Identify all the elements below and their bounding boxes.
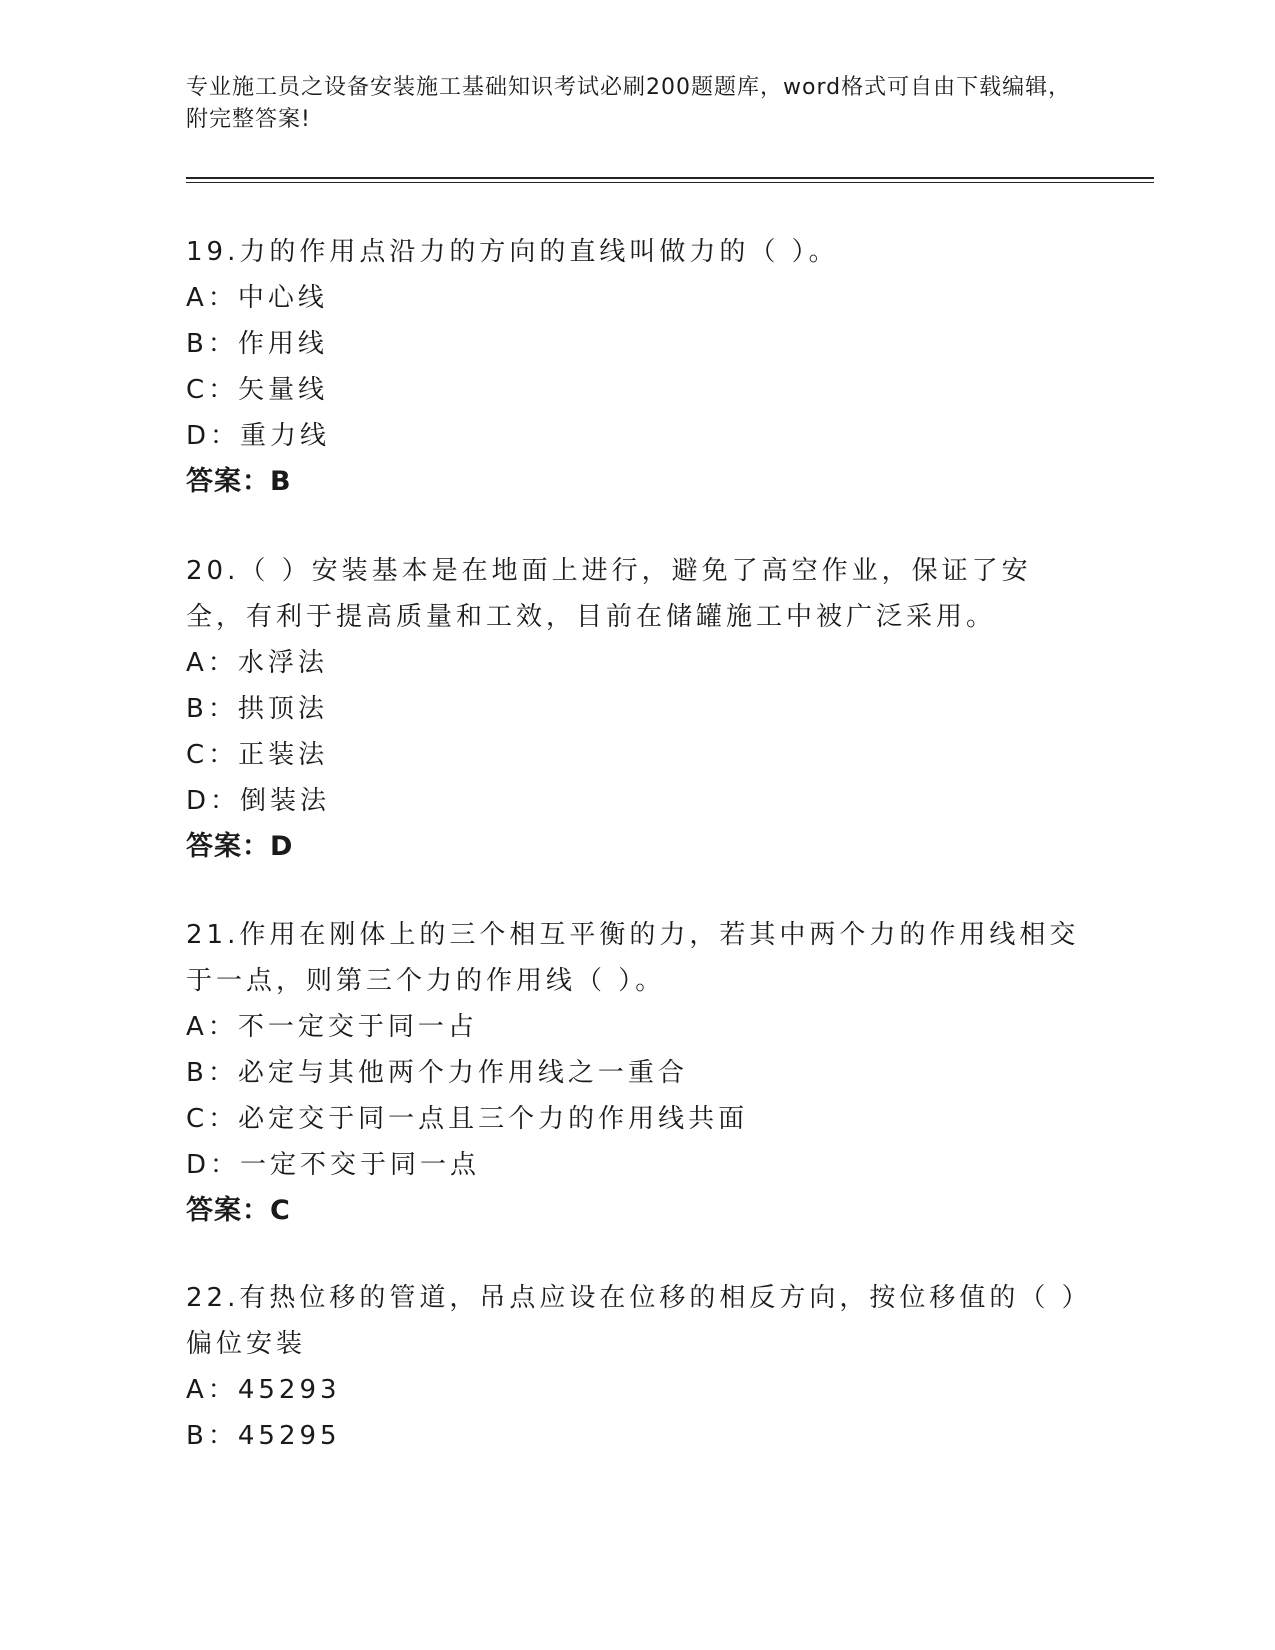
question-stem: 21.作用在刚体上的三个相互平衡的力，若其中两个力的作用线相交于一点，则第三个力的作用线（ ）。 bbox=[186, 920, 1080, 996]
option-a: A：45293 bbox=[186, 1375, 341, 1405]
option-text: 作用线 bbox=[237, 329, 328, 359]
option-letter: D bbox=[186, 786, 211, 816]
answer: 答案：D bbox=[186, 831, 294, 862]
header-divider bbox=[186, 177, 1154, 179]
option-letter: C bbox=[186, 1104, 209, 1134]
option-text: 倒装法 bbox=[240, 786, 331, 816]
option-text: 一定不交于同一点 bbox=[240, 1150, 481, 1180]
option-c: C：必定交于同一点且三个力的作用线共面 bbox=[186, 1104, 749, 1134]
question-22 bbox=[186, 1275, 1086, 1459]
option-letter: A bbox=[186, 283, 208, 313]
question-stem: 22.有热位移的管道，吊点应设在位移的相反方向，按位移值的（ ）偏位安装 bbox=[186, 1283, 1079, 1359]
option-d: D：一定不交于同一点 bbox=[186, 1150, 481, 1180]
option-letter: D bbox=[186, 1150, 211, 1180]
option-letter: A bbox=[186, 1375, 208, 1405]
question-19 bbox=[186, 229, 1086, 505]
option-letter: C bbox=[186, 375, 209, 405]
option-text: 矢量线 bbox=[238, 375, 329, 405]
option-c: C：矢量线 bbox=[186, 375, 329, 405]
question-20 bbox=[186, 548, 1086, 870]
option-a: A：中心线 bbox=[186, 283, 328, 313]
option-text: 必定与其他两个力作用线之一重合 bbox=[237, 1058, 688, 1088]
option-a: A：水浮法 bbox=[186, 648, 328, 678]
option-b: B：45295 bbox=[186, 1421, 341, 1451]
option-letter: A bbox=[186, 648, 208, 678]
option-b: B：作用线 bbox=[186, 329, 328, 359]
document-title: 专业施工员之设备安装施工基础知识考试必刷200题题库，word格式可自由下载编辑，附完整答案! bbox=[186, 75, 1072, 132]
option-text: 45293 bbox=[237, 1375, 341, 1405]
option-c: C：正装法 bbox=[186, 740, 329, 770]
option-letter: C bbox=[186, 740, 209, 770]
option-text: 正装法 bbox=[238, 740, 329, 770]
question-stem: 20.（ ）安装基本是在地面上进行，避免了高空作业，保证了安全，有利于提高质量和工效，目前在储罐施工中被广泛采用。 bbox=[186, 556, 1032, 632]
question-stem: 19.力的作用点沿力的方向的直线叫做力的（ ）。 bbox=[186, 237, 839, 267]
option-letter: B bbox=[186, 329, 208, 359]
answer: 答案：C bbox=[186, 1195, 291, 1226]
option-text: 水浮法 bbox=[237, 648, 328, 678]
option-d: D：重力线 bbox=[186, 421, 331, 451]
option-letter: D bbox=[186, 421, 211, 451]
option-text: 必定交于同一点且三个力的作用线共面 bbox=[238, 1104, 749, 1134]
question-21 bbox=[186, 912, 1086, 1234]
option-text: 45295 bbox=[237, 1421, 341, 1451]
option-letter: B bbox=[186, 1058, 208, 1088]
option-letter: B bbox=[186, 694, 208, 724]
option-text: 拱顶法 bbox=[237, 694, 328, 724]
option-letter: A bbox=[186, 1012, 208, 1042]
option-text: 中心线 bbox=[237, 283, 328, 313]
option-b: B：拱顶法 bbox=[186, 694, 328, 724]
answer: 答案：B bbox=[186, 466, 292, 497]
option-letter: B bbox=[186, 1421, 208, 1451]
option-a: A：不一定交于同一占 bbox=[186, 1012, 478, 1042]
option-d: D：倒装法 bbox=[186, 786, 331, 816]
option-text: 重力线 bbox=[240, 421, 331, 451]
header-divider-thin bbox=[186, 182, 1154, 183]
option-text: 不一定交于同一占 bbox=[237, 1012, 478, 1042]
option-b: B：必定与其他两个力作用线之一重合 bbox=[186, 1058, 688, 1088]
